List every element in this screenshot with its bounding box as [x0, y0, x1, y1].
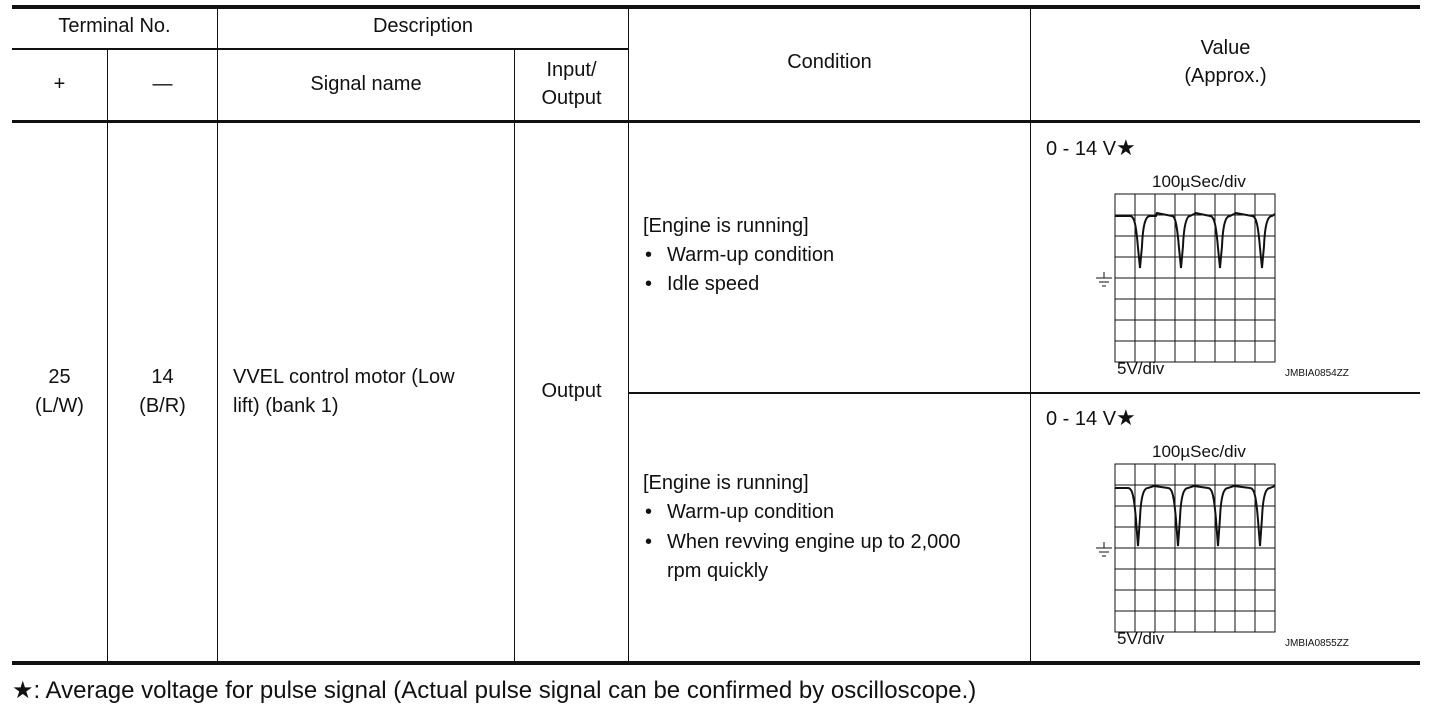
- bullet-marker: •: [645, 531, 653, 553]
- footnote-star-icon: ★: [12, 677, 34, 704]
- header-description: Description: [372, 15, 474, 37]
- header-condition: Condition: [787, 51, 872, 73]
- header-signal-name: Signal name: [310, 73, 422, 95]
- col-divider: [217, 7, 218, 663]
- condition-1-bullet-2: Idle speed: [667, 273, 760, 295]
- condition-1-title: [Engine is running]: [643, 215, 809, 237]
- table-top-rule: [12, 5, 1420, 9]
- condition-2-bullet-3: rpm quickly: [667, 560, 769, 582]
- io-value: Output: [541, 380, 602, 402]
- figure-id: JMBIA0855ZZ: [1285, 638, 1349, 649]
- condition-1-bullet-1: Warm-up condition: [667, 244, 835, 266]
- value-1-voltage-text: 0 - 14 V: [1046, 138, 1117, 160]
- table-bottom-rule: [12, 661, 1420, 665]
- time-div-label: 100µSec/div: [1152, 172, 1246, 191]
- col-divider: [514, 48, 515, 663]
- ground-icon: [1096, 542, 1112, 556]
- footnote-text: : Average voltage for pulse signal (Actual pulse signal can be confirmed by oscilloscope.): [33, 677, 977, 704]
- header-value-line1: Value: [1200, 37, 1251, 59]
- minus-terminal: 14: [151, 366, 174, 388]
- star-icon: ★: [1116, 135, 1136, 160]
- col-divider: [1030, 7, 1031, 663]
- bullet-marker: •: [645, 273, 653, 295]
- col-divider: [628, 7, 629, 663]
- header-divider-rule: [12, 48, 629, 50]
- plus-terminal: 25: [48, 366, 71, 388]
- header-plus: +: [53, 73, 66, 95]
- header-bottom-rule: [12, 120, 1420, 123]
- header-io-line2: Output: [541, 87, 602, 109]
- oscilloscope-waveform-2: [1090, 438, 1390, 653]
- oscilloscope-waveform-1: [1090, 168, 1390, 383]
- col-divider: [107, 48, 108, 663]
- bullet-marker: •: [645, 244, 653, 266]
- header-terminal-no: Terminal No.: [58, 15, 171, 37]
- condition-divider-rule: [628, 392, 1420, 394]
- value-2-voltage: [1046, 406, 1136, 431]
- condition-2-bullet-1: Warm-up condition: [667, 501, 835, 523]
- signal-name-line1: VVEL control motor (Low: [233, 366, 455, 388]
- condition-2-title: [Engine is running]: [643, 472, 809, 494]
- footnote: [12, 676, 976, 706]
- ground-icon: [1096, 272, 1112, 286]
- condition-2-bullet-2: When revving engine up to 2,000: [667, 531, 961, 553]
- bullet-marker: •: [645, 501, 653, 523]
- volt-div-label: 5V/div: [1117, 359, 1165, 378]
- signal-name-line2: lift) (bank 1): [233, 395, 339, 417]
- volt-div-label: 5V/div: [1117, 629, 1165, 648]
- header-value-line2: (Approx.): [1184, 65, 1267, 87]
- plus-terminal-color: (L/W): [35, 395, 84, 417]
- star-icon: ★: [1116, 405, 1136, 430]
- header-io-line1: Input/: [546, 59, 597, 81]
- minus-terminal-color: (B/R): [139, 395, 186, 417]
- figure-id: JMBIA0854ZZ: [1285, 368, 1349, 379]
- header-minus: —: [152, 73, 173, 95]
- value-2-voltage-text: 0 - 14 V: [1046, 408, 1117, 430]
- scope-grid: [1115, 194, 1275, 362]
- value-1-voltage: [1046, 136, 1136, 161]
- time-div-label: 100µSec/div: [1152, 442, 1246, 461]
